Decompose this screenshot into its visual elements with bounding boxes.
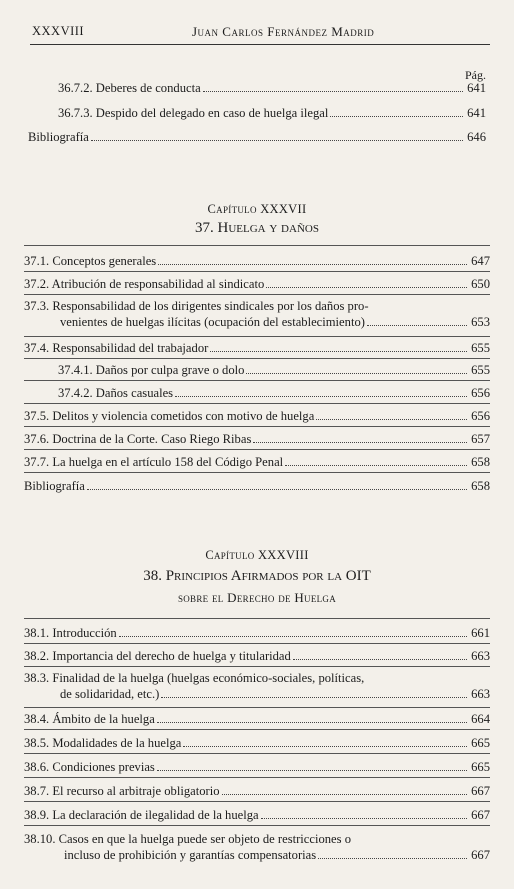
divider: [24, 666, 490, 667]
toc-entry: 37.2. Atribución de responsabilidad al sindicato 650: [24, 277, 490, 291]
chapter-subtitle: sobre el Derecho de Huelga: [177, 590, 337, 605]
chapter-label: Capítulo XXXVII: [207, 202, 307, 216]
toc-entry: 37.1. Conceptos generales 647: [24, 254, 490, 268]
divider: [24, 294, 490, 295]
divider: [24, 753, 490, 754]
divider: [24, 643, 490, 644]
toc-entry: 38.3. Finalidad de la huelga (huelgas económico-sociales, políticas, de solidaridad, etc.) 663: [24, 671, 490, 701]
toc-entry: Bibliografía 646: [28, 130, 486, 144]
toc-entry: 38.9. La declaración de ilegalidad de la huelga 667: [24, 808, 490, 822]
divider: [24, 729, 490, 730]
running-head: [30, 22, 490, 45]
toc-entry: Bibliografía 658: [24, 479, 490, 493]
toc-entry: 38.5. Modalidades de la huelga 665: [24, 736, 490, 750]
divider: [24, 777, 490, 778]
divider: [24, 825, 490, 826]
toc-entry: 38.4. Ámbito de la huelga 664: [24, 712, 490, 726]
toc-entry: 38.6. Condiciones previas 665: [24, 760, 490, 774]
toc-entry: 38.7. El recurso al arbitraje obligatorio 667: [24, 784, 490, 798]
toc-entry: 37.5. Delitos y violencia cometidos con motivo de huelga 656: [24, 409, 490, 423]
divider: [24, 449, 490, 450]
toc-entry: 37.7. La huelga en el artículo 158 del Código Penal 658: [24, 455, 490, 469]
divider: [24, 358, 490, 359]
divider: [24, 245, 490, 246]
toc-entry: 37.3. Responsabilidad de los dirigentes sindicales por los daños pro- venientes de huelgas ilícitas (ocupación del establecimiento) 653: [24, 299, 490, 329]
author-name: Juan Carlos Fernández Madrid: [192, 24, 375, 39]
divider: [24, 618, 490, 619]
divider: [24, 336, 490, 337]
chapter-title: 37. Huelga y daños: [195, 220, 319, 236]
toc-entry: 38.1. Introducción 661: [24, 626, 490, 640]
toc-entry: 37.4.1. Daños por culpa grave o dolo 655: [58, 363, 490, 377]
divider: [24, 801, 490, 802]
divider: [24, 426, 490, 427]
toc-entry: 36.7.2. Deberes de conducta 641: [58, 81, 486, 95]
toc-entry: 37.6. Doctrina de la Corte. Caso Riego Ribas 657: [24, 432, 490, 446]
toc-entry: 38.2. Importancia del derecho de huelga y titularidad 663: [24, 649, 490, 663]
toc-entry: 36.7.3. Despido del delegado en caso de huelga ilegal 641: [58, 106, 486, 120]
divider: [24, 380, 490, 381]
chapter-label: Capítulo XXXVIII: [205, 548, 309, 562]
page-column-label: Pág.: [465, 68, 486, 82]
divider: [24, 472, 490, 473]
page-folio: XXXVIII: [32, 24, 85, 38]
divider: [24, 271, 490, 272]
chapter-title: 38. Principios Afirmados por la OIT: [143, 568, 371, 584]
divider: [24, 403, 490, 404]
divider: [24, 707, 490, 708]
toc-entry: 37.4. Responsabilidad del trabajador 655: [24, 341, 490, 355]
toc-entry: 38.10. Casos en que la huelga puede ser objeto de restricciones o incluso de prohibición y garantías compensatorias 667: [24, 832, 490, 862]
toc-entry: 37.4.2. Daños casuales 656: [58, 386, 490, 400]
